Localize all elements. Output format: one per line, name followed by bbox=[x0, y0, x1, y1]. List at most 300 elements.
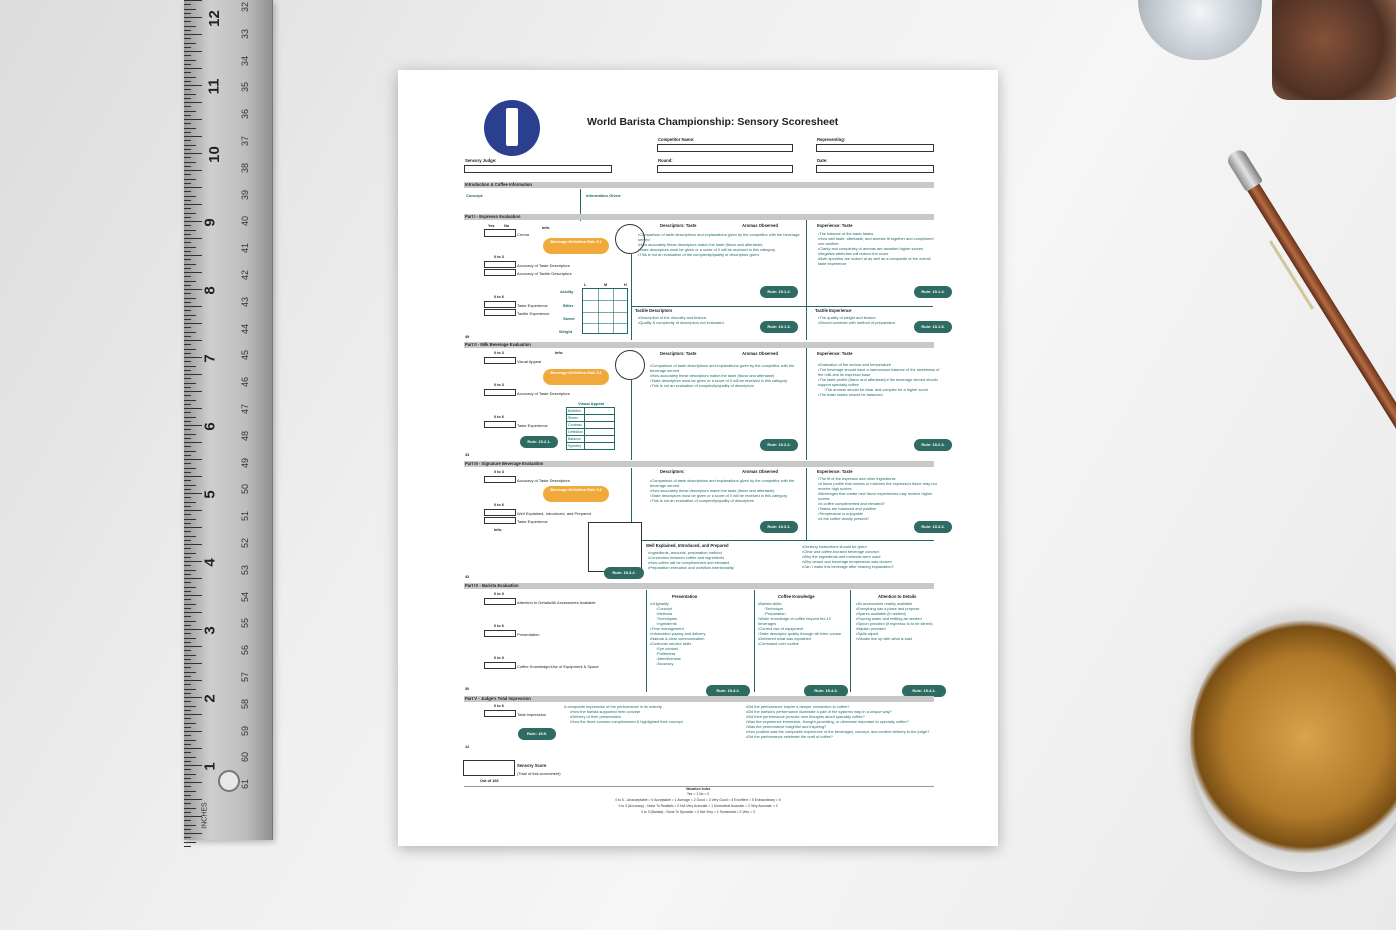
bullet: • Clarity and complexity of aromas are awarded higher scores bbox=[818, 246, 940, 251]
ruler-tick bbox=[184, 629, 202, 630]
ruler-cm-number: 34 bbox=[240, 55, 251, 66]
ruler-tick bbox=[184, 684, 191, 685]
ruler-tick bbox=[184, 157, 191, 158]
valuation-line-3: 0 to 3 (Accuracy) - None To Realistic = 0 Not Very Accurate = 1 Somewhat Accurate = 2 Very Accurate = 3 bbox=[618, 804, 778, 808]
sensory-score-sub: (Total of this scoresheet) bbox=[517, 771, 561, 776]
bullet: • Originality bbox=[650, 601, 752, 606]
ruler-tick bbox=[184, 94, 196, 95]
ruler-tick bbox=[184, 459, 202, 460]
ruler-tick bbox=[184, 786, 191, 787]
ruler-tick bbox=[184, 217, 191, 218]
crema-box[interactable] bbox=[484, 229, 516, 237]
ruler-cm-number: 54 bbox=[240, 591, 251, 602]
p4-att-title: Attention to Details bbox=[878, 594, 917, 599]
p3-definition-pill[interactable]: Beverage Definition Rule 3.3 bbox=[543, 486, 609, 502]
bullet: • Both specifics are looked at as well as a composite of the overall taste experience bbox=[818, 256, 940, 266]
ruler-tick bbox=[184, 128, 196, 129]
p3-well-list-b bbox=[802, 544, 952, 569]
ruler-tick bbox=[184, 293, 191, 294]
p2-aromas: Aromas Observed bbox=[742, 351, 779, 356]
ruler-tick bbox=[184, 646, 202, 647]
ruler-tick bbox=[184, 221, 202, 222]
ruler-cm-number: 46 bbox=[240, 377, 251, 388]
p4-know-title: Coffee Knowledge bbox=[778, 594, 815, 599]
ruler-cm-number: 33 bbox=[240, 28, 251, 39]
ruler-tick bbox=[184, 387, 191, 388]
ruler-tick bbox=[184, 421, 191, 422]
ruler-tick bbox=[184, 26, 196, 27]
va-row: Sheen bbox=[567, 415, 585, 422]
p2-taste-experience-box[interactable] bbox=[484, 421, 516, 428]
bullet: • How positive was the composite experience of the beverages, concept, and content delivery to the judge? bbox=[746, 729, 942, 734]
ruler-cm-number: 44 bbox=[240, 323, 251, 334]
ruler-tick bbox=[184, 21, 191, 22]
ruler-tick bbox=[184, 829, 191, 830]
bullet: • Time management bbox=[650, 626, 752, 631]
p3-aromas: Aromas Observed bbox=[742, 469, 779, 474]
p4-pres-title: Presentation bbox=[672, 594, 698, 599]
p3-desc-list bbox=[650, 478, 800, 503]
ruler-tick bbox=[184, 391, 202, 392]
grid-col-h: H bbox=[624, 283, 627, 287]
ruler-tick bbox=[184, 285, 191, 286]
ruler-tick bbox=[184, 506, 191, 507]
ruler-tick bbox=[184, 706, 196, 707]
bullet: • This is not an evaluation of complexity/quality of descriptors bbox=[650, 383, 800, 388]
ruler-tick bbox=[184, 714, 202, 715]
visual-appeal-title: Visual Appeal bbox=[578, 401, 605, 406]
ruler-tick bbox=[184, 361, 191, 362]
ruler-tick bbox=[184, 17, 202, 18]
p3-range-1: 0 to 3 bbox=[494, 470, 504, 474]
ruler-inch-number: 8 bbox=[201, 286, 219, 295]
ruler-tick bbox=[184, 111, 196, 112]
judge-label: Sensory Judge: bbox=[465, 158, 497, 163]
rule-15-4-3[interactable]: Rule: 15.4.3. bbox=[804, 685, 848, 697]
rule-15-3-3[interactable]: Rule: 15.3.3. bbox=[914, 521, 952, 533]
ruler-inch-number: 1 bbox=[201, 762, 219, 771]
ruler-tick bbox=[184, 289, 202, 290]
sheet-title: World Barista Championship: Sensory Scoresheet bbox=[587, 116, 839, 128]
ruler-tick bbox=[184, 536, 196, 537]
valuation-line-1: Yes = 1 No = 0 bbox=[686, 792, 710, 796]
sub-bullet: ◦ Preparation bbox=[758, 611, 850, 616]
bullet: • Did the performance celebrate the craft of coffee? bbox=[746, 734, 942, 739]
p3-range-2: 0 to 6 bbox=[494, 503, 504, 507]
ruler-tick bbox=[184, 429, 191, 430]
ruler-tick bbox=[184, 574, 191, 575]
ruler-tick bbox=[184, 808, 196, 809]
competitor-label: Competitor Name: bbox=[658, 137, 695, 142]
knowledge-label: Coffee Knowledge/Use of Equipment & Space bbox=[517, 664, 599, 669]
bullet: • Taste descriptors must be given or a score of 0 will be received in this category. bbox=[650, 378, 800, 383]
p4-range-1: 0 to 3 bbox=[494, 592, 504, 596]
metal-lid bbox=[1138, 0, 1262, 60]
coffee-bean-jar bbox=[1272, 0, 1396, 100]
ruler-tick bbox=[184, 655, 196, 656]
presentation-box[interactable] bbox=[484, 630, 516, 637]
p1-total: 49 bbox=[465, 335, 470, 339]
divider bbox=[631, 254, 632, 340]
sub-bullet: ◦ Technique bbox=[758, 606, 850, 611]
p1-info: Info: bbox=[542, 226, 551, 230]
sensory-score-box[interactable] bbox=[463, 760, 515, 776]
sub-bullet: ◦ Ingredients bbox=[650, 621, 752, 626]
ruler-tick bbox=[184, 812, 191, 813]
ruler-tick bbox=[184, 85, 202, 86]
bullet: • Correct use of equipment bbox=[758, 626, 850, 631]
ruler-tick bbox=[184, 514, 191, 515]
bullet: • Taste descriptor quality through all three course bbox=[758, 631, 850, 636]
bullet: • Visuals line up with what is said bbox=[856, 636, 948, 641]
p2-taste-experience-label: Taste Experience bbox=[517, 423, 548, 428]
valuation-line-2: 0 to 6 - Unacceptable = 0 Acceptable = 1 Average = 2 Good = 3 Very Good = 4 Excellent = 5 Extraordinary = 6 bbox=[615, 798, 781, 802]
ruler-tick bbox=[184, 281, 196, 282]
ruler-unit-label: INCHES bbox=[201, 802, 209, 829]
sub-bullet: ◦ Eye contact bbox=[650, 646, 752, 651]
bullet: • Delivered what was explained bbox=[758, 636, 850, 641]
ruler-tick bbox=[184, 187, 202, 188]
part2-header: Part II - Milk Beverage Evaluation bbox=[464, 342, 934, 348]
bullet: • The beverage should have a harmonious balance of the sweetness of the milk and its espresso base bbox=[818, 367, 942, 377]
p2-score-circle[interactable] bbox=[615, 350, 645, 380]
ruler-tick bbox=[184, 778, 191, 779]
ruler-tick bbox=[184, 123, 191, 124]
ruler-tick bbox=[184, 846, 191, 847]
grid-row-weight: Weight bbox=[559, 329, 573, 334]
taste-grid[interactable] bbox=[582, 288, 628, 334]
ruler-tick bbox=[184, 455, 191, 456]
ruler-tick bbox=[184, 251, 191, 252]
ruler-tick bbox=[184, 43, 196, 44]
bullet: • Everything has a place and purpose bbox=[856, 606, 948, 611]
ruler-tick bbox=[184, 837, 191, 838]
p1-desc-list bbox=[638, 232, 800, 257]
visual-appeal-label: Visual Appeal bbox=[517, 359, 542, 364]
ruler-tick bbox=[184, 434, 196, 435]
ruler-tick bbox=[184, 174, 191, 175]
valuation-line-4: 0 to 3 (Barista) - None To Sporadic = 0 Not Very = 1 Somewhat = 2 Very = 3 bbox=[641, 810, 755, 814]
representing-field[interactable] bbox=[816, 144, 934, 152]
p1-exp-list bbox=[818, 231, 940, 266]
p1-aromas: Aromas Observed bbox=[742, 223, 779, 228]
ruler-tick bbox=[184, 621, 196, 622]
bullet: • Tastes are balanced and positive bbox=[818, 506, 944, 511]
ruler-inch-number: 7 bbox=[201, 354, 219, 363]
sub-bullet: ◦ Concept bbox=[650, 606, 752, 611]
taste-experience-box[interactable] bbox=[484, 301, 516, 308]
grid-col-m: M bbox=[604, 283, 608, 287]
ruler bbox=[184, 0, 273, 840]
knowledge-box[interactable] bbox=[484, 662, 516, 669]
bullet: • Why vessel and beverage temperature was chosen bbox=[802, 559, 952, 564]
date-field[interactable] bbox=[816, 165, 934, 173]
p3-notes-box[interactable] bbox=[588, 522, 642, 572]
ruler-tick bbox=[184, 276, 191, 277]
p2-exp-title: Experience: Taste bbox=[817, 351, 853, 356]
bullet: • Spoon provided (if espresso is to be stirred) bbox=[856, 621, 948, 626]
rule-15-3-2[interactable]: Rule: 15.3.2. bbox=[604, 567, 644, 579]
bullet: • Clear and coffee-focused beverage concept bbox=[802, 549, 952, 554]
sub-bullet: ◦ Methods bbox=[650, 611, 752, 616]
ruler-tick bbox=[184, 446, 191, 447]
representing-label: Representing: bbox=[817, 137, 846, 142]
rule-15-5[interactable]: Rule: 15.5. bbox=[518, 728, 556, 740]
p1-tact-exp-list bbox=[818, 315, 914, 325]
ruler-cm-number: 56 bbox=[240, 645, 251, 656]
rule-15-2-1[interactable]: Rule: 15.2.1. bbox=[520, 436, 558, 448]
p1-definition-pill[interactable]: Beverage Definition Rule 3.1 bbox=[543, 238, 609, 254]
ruler-tick bbox=[184, 225, 191, 226]
ruler-tick bbox=[184, 451, 196, 452]
bullet: • Ingredients, amounts, preparation method bbox=[648, 550, 804, 555]
divider bbox=[806, 468, 807, 540]
ruler-tick bbox=[184, 332, 196, 333]
ruler-cm-number: 50 bbox=[240, 484, 251, 495]
p3-taste-accuracy-box[interactable] bbox=[484, 476, 516, 483]
ruler-tick bbox=[184, 599, 191, 600]
ruler-tick bbox=[184, 315, 196, 316]
p3-exp-list bbox=[818, 476, 944, 521]
ruler-tick bbox=[184, 689, 196, 690]
ruler-tick bbox=[184, 757, 196, 758]
round-label: Round: bbox=[658, 158, 673, 163]
p2-total: 33 bbox=[465, 453, 470, 457]
ruler-tick bbox=[184, 463, 191, 464]
ruler-tick bbox=[184, 587, 196, 588]
ruler-tick bbox=[184, 595, 202, 596]
ruler-tick bbox=[184, 77, 196, 78]
ruler-tick bbox=[184, 485, 196, 486]
bullet: • Did their performance provoke new thoughts about specialty coffee? bbox=[746, 714, 942, 719]
rule-15-3-1[interactable]: Rule: 15.3.1. bbox=[760, 521, 798, 533]
ruler-tick bbox=[184, 344, 191, 345]
p2-exp-list bbox=[818, 362, 942, 397]
taste-accuracy-box[interactable] bbox=[484, 261, 516, 268]
bullet: • Should correlate with method of preparation. bbox=[818, 320, 914, 325]
ruler-tick bbox=[184, 383, 196, 384]
ruler-tick bbox=[184, 489, 191, 490]
ruler-tick bbox=[184, 680, 202, 681]
rule-15-4-2[interactable]: Rule: 15.4.2. bbox=[706, 685, 750, 697]
ruler-tick bbox=[184, 55, 191, 56]
ruler-cm-number: 61 bbox=[240, 779, 251, 790]
ruler-tick bbox=[184, 752, 191, 753]
bullet: • Taste descriptors must be given or a score of 0 will be received in this category. bbox=[638, 247, 800, 252]
bullet: • How well taste, aftertaste, and aromas fit together and compliment one another bbox=[818, 236, 940, 246]
tactile-experience-box[interactable] bbox=[484, 309, 516, 316]
visual-appeal-box[interactable] bbox=[484, 357, 516, 364]
bullet: • Connection between coffee and ingredients bbox=[648, 555, 804, 560]
bullet: • The taste profile (flavor and aftertaste)of the beverage served should support specialty coffee bbox=[818, 377, 942, 387]
ruler-tick bbox=[184, 208, 191, 209]
ruler-tick bbox=[184, 400, 196, 401]
espresso-cup bbox=[1190, 612, 1396, 872]
bullet: • Negative attributes will reduce the score bbox=[818, 251, 940, 256]
bullet: • Comparison of taste descriptions and explanations given by the competitor with the beverage served bbox=[650, 478, 800, 488]
ruler-tick bbox=[184, 106, 191, 107]
ruler-tick bbox=[184, 795, 191, 796]
bullet: • Wider knowledge of coffee beyond the 12 beverages bbox=[758, 616, 850, 626]
p4-range-2: 0 to 6 bbox=[494, 624, 504, 628]
ruler-tick bbox=[184, 38, 191, 39]
bullet: • The balance of the basic tastes bbox=[818, 231, 940, 236]
ruler-inch-number: 4 bbox=[201, 558, 219, 567]
p1-tact-desc-title: Tactile Descriptors bbox=[635, 308, 673, 313]
ruler-tick bbox=[184, 442, 202, 443]
p3-well-list-a bbox=[648, 550, 804, 570]
p2-taste-accuracy-box[interactable] bbox=[484, 389, 516, 396]
bullet: • All accessories readily available bbox=[856, 601, 948, 606]
judge-field[interactable] bbox=[464, 165, 612, 173]
bullet: • The quality of weight and texture bbox=[818, 315, 914, 320]
ruler-cm-number: 59 bbox=[240, 725, 251, 736]
ruler-tick bbox=[184, 548, 191, 549]
tactile-accuracy-box[interactable] bbox=[484, 269, 516, 276]
p2-info: Info: bbox=[555, 351, 564, 355]
ruler-tick bbox=[184, 553, 196, 554]
ruler-tick bbox=[184, 353, 191, 354]
ruler-cm-number: 37 bbox=[240, 135, 251, 147]
rule-15-4-1[interactable]: Rule: 15.4.1. bbox=[902, 685, 946, 697]
ruler-tick bbox=[184, 412, 191, 413]
ruler-tick bbox=[184, 370, 191, 371]
taste-experience-label: Taste Experience bbox=[517, 303, 548, 308]
bullet: • The basic tastes should be balanced bbox=[818, 392, 942, 397]
ruler-cm-number: 57 bbox=[240, 671, 251, 683]
p3-taste-accuracy-label: Accuracy of Taste Descriptors bbox=[517, 478, 570, 483]
p5-range: 0 to 6 bbox=[494, 704, 504, 708]
ruler-tick bbox=[184, 268, 191, 269]
ruler-tick bbox=[184, 774, 196, 775]
ruler-tick bbox=[184, 366, 196, 367]
ruler-tick bbox=[184, 145, 196, 146]
grid-row-bitter: Bitter bbox=[563, 303, 574, 308]
ruler-tick bbox=[184, 493, 202, 494]
ruler-tick bbox=[184, 842, 196, 843]
va-row: Symetry bbox=[567, 443, 585, 450]
ruler-tick bbox=[184, 740, 196, 741]
p3-taste-experience-label: Taste Experience bbox=[517, 519, 548, 524]
ruler-tick bbox=[184, 816, 202, 817]
ruler-tick bbox=[184, 497, 191, 498]
ruler-tick bbox=[184, 616, 191, 617]
bullet: • Comparison of taste descriptions and explanations given by the competitor with the beverage served bbox=[650, 363, 800, 373]
ruler-cm-number: 58 bbox=[240, 698, 251, 709]
ruler-tick bbox=[184, 803, 191, 804]
va-cell[interactable] bbox=[584, 422, 614, 429]
rule-15-1-4[interactable]: Rule: 15.1.4. bbox=[914, 286, 952, 298]
p3-desc-title: Descriptors: bbox=[660, 469, 685, 474]
ruler-tick bbox=[184, 570, 196, 571]
bullet: • Is coffee complimented and elevated? bbox=[818, 501, 944, 506]
p2-definition-pill[interactable]: Beverage Definition Rule 3.2 bbox=[543, 369, 609, 385]
ruler-cm-number: 55 bbox=[240, 618, 251, 629]
sub-bullet: ◦ The aromas should be clear and complex for a higher score bbox=[818, 387, 942, 392]
ruler-tick bbox=[184, 582, 191, 583]
bullet: • Delivery of their presentation bbox=[564, 714, 734, 719]
ruler-inch-number: 9 bbox=[201, 218, 219, 227]
grid-col-l: L bbox=[584, 283, 587, 287]
rule-15-1-2[interactable]: Rule: 15.1.2. bbox=[760, 286, 798, 298]
ruler-tick bbox=[184, 340, 202, 341]
ruler-tick bbox=[184, 132, 191, 133]
round-field[interactable] bbox=[657, 165, 793, 173]
ruler-inch-number: 6 bbox=[201, 422, 219, 431]
well-explained-box[interactable] bbox=[484, 509, 516, 516]
divider bbox=[642, 540, 934, 541]
competitor-field[interactable] bbox=[657, 144, 793, 152]
ruler-cm-number: 43 bbox=[240, 296, 251, 307]
ruler-tick bbox=[184, 349, 196, 350]
ruler-tick bbox=[184, 578, 202, 579]
grid-row-acidity: Acidity bbox=[560, 289, 574, 294]
va-cell[interactable] bbox=[584, 408, 614, 415]
rule-15-2-3[interactable]: Rule: 15.2.3. bbox=[914, 439, 952, 451]
rule-15-1-5[interactable]: Rule: 15.1.5. bbox=[914, 321, 952, 333]
attention-box[interactable] bbox=[484, 598, 516, 605]
bullet: • A flavor profile that mimics or matches the espresso's flavor may not receive high scores bbox=[818, 481, 944, 491]
well-explained-label: Well Explained, Introduced, and Prepared bbox=[517, 511, 591, 516]
bullet: • This is not an evaluation of the complexity/quality of descriptors given. bbox=[638, 252, 800, 257]
va-cell[interactable] bbox=[584, 443, 614, 450]
ruler-tick bbox=[184, 4, 191, 5]
bullet: • Did the performance inspire a deeper connection to coffee? bbox=[746, 704, 942, 709]
ruler-tick bbox=[184, 374, 202, 375]
ruler-tick bbox=[184, 727, 191, 728]
ruler-tick bbox=[184, 298, 196, 299]
divider bbox=[850, 590, 851, 692]
ruler-tick bbox=[184, 667, 191, 668]
ruler-cm-number: 51 bbox=[240, 511, 251, 522]
ruler-tick bbox=[184, 425, 202, 426]
ruler-tick bbox=[184, 51, 202, 52]
p1-exp-title: Experience: Taste bbox=[817, 223, 853, 228]
bullet: • How the barista supported their concept bbox=[564, 709, 734, 714]
total-impression-box[interactable] bbox=[484, 710, 516, 717]
ruler-tick bbox=[184, 527, 202, 528]
ruler-tick bbox=[184, 731, 202, 732]
ruler-tick bbox=[184, 697, 202, 698]
ruler-tick bbox=[184, 319, 191, 320]
va-cell[interactable] bbox=[584, 429, 614, 436]
ruler-tick bbox=[184, 650, 191, 651]
scoresheet-page bbox=[398, 70, 998, 846]
p3-taste-experience-box[interactable] bbox=[484, 517, 516, 524]
ruler-tick bbox=[184, 540, 191, 541]
va-cell[interactable] bbox=[584, 436, 614, 443]
ruler-tick bbox=[184, 230, 196, 231]
ruler-tick bbox=[184, 825, 196, 826]
ruler-tick bbox=[184, 519, 196, 520]
rule-15-1-3[interactable]: Rule: 15.1.3. bbox=[760, 321, 798, 333]
tactile-accuracy-label: Accuracy of Tactile Descriptors bbox=[517, 271, 572, 276]
ruler-tick bbox=[184, 672, 196, 673]
ruler-cm-number: 40 bbox=[240, 216, 251, 227]
p4-know-list bbox=[758, 601, 850, 646]
va-cell[interactable] bbox=[584, 415, 614, 422]
bullet: • Was the performance insightful and inspiring? bbox=[746, 724, 942, 729]
rule-15-2-2[interactable]: Rule: 15.2.2. bbox=[760, 439, 798, 451]
bullet: • Spares available (if needed) bbox=[856, 611, 948, 616]
ruler-cm-number: 42 bbox=[240, 269, 251, 281]
ruler-tick bbox=[184, 565, 191, 566]
ruler-cm-number: 52 bbox=[240, 537, 251, 549]
bullet: • How coffee will be complimented and elevated bbox=[648, 560, 804, 565]
ruler-tick bbox=[184, 60, 196, 61]
tactile-experience-label: Tactile Experience bbox=[517, 311, 550, 316]
divider bbox=[754, 590, 755, 692]
